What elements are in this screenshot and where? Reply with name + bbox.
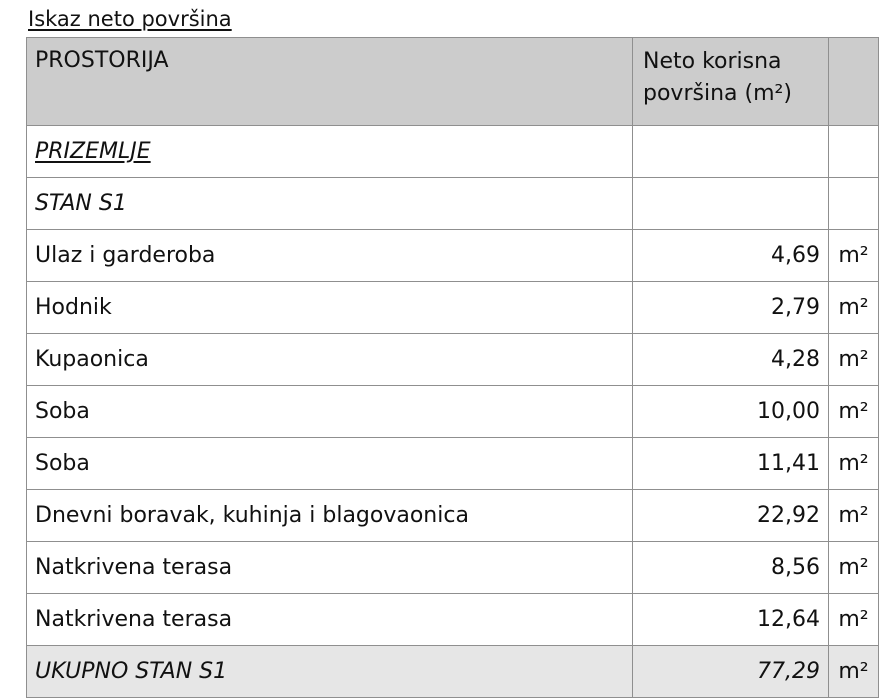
room-area: 2,79 [633, 282, 829, 334]
table-row [27, 334, 879, 386]
area-unit: m² [829, 594, 879, 646]
area-unit: m² [829, 542, 879, 594]
table-row [27, 438, 879, 490]
room-name: Kupaonica [27, 334, 633, 386]
section-floor-label: PRIZEMLJE [35, 138, 151, 164]
table-row [27, 542, 879, 594]
empty-cell [633, 178, 829, 230]
total-unit: m² [829, 646, 879, 698]
room-name: Dnevni boravak, kuhinja i blagovaonica [27, 490, 633, 542]
table-row [27, 230, 879, 282]
empty-cell [633, 126, 829, 178]
area-unit: m² [829, 438, 879, 490]
header-room: PROSTORIJA [27, 38, 633, 126]
total-area: 77,29 [633, 646, 829, 698]
room-name: Natkrivena terasa [27, 594, 633, 646]
total-label: UKUPNO STAN S1 [27, 646, 633, 698]
room-area: 12,64 [633, 594, 829, 646]
net-area-table [26, 37, 879, 698]
room-area: 4,28 [633, 334, 829, 386]
room-name: Soba [27, 438, 633, 490]
room-area: 4,69 [633, 230, 829, 282]
empty-cell [829, 126, 879, 178]
page-title: Iskaz neto površina [28, 7, 232, 31]
room-area: 10,00 [633, 386, 829, 438]
area-unit: m² [829, 230, 879, 282]
table-row [27, 282, 879, 334]
header-net-area: Neto korisna površina (m²) [633, 38, 829, 126]
table-header-row [27, 38, 879, 126]
room-name: Natkrivena terasa [27, 542, 633, 594]
table-row [27, 386, 879, 438]
room-area: 22,92 [633, 490, 829, 542]
room-name: Soba [27, 386, 633, 438]
section-row-floor [27, 126, 879, 178]
area-unit: m² [829, 334, 879, 386]
section-apartment-label: STAN S1 [27, 178, 633, 230]
section-row-apartment [27, 178, 879, 230]
room-name: Hodnik [27, 282, 633, 334]
table-row [27, 594, 879, 646]
area-unit: m² [829, 490, 879, 542]
room-area: 11,41 [633, 438, 829, 490]
area-unit: m² [829, 282, 879, 334]
header-unit [829, 38, 879, 126]
empty-cell [829, 178, 879, 230]
area-unit: m² [829, 386, 879, 438]
room-area: 8,56 [633, 542, 829, 594]
room-name: Ulaz i garderoba [27, 230, 633, 282]
table-row [27, 490, 879, 542]
